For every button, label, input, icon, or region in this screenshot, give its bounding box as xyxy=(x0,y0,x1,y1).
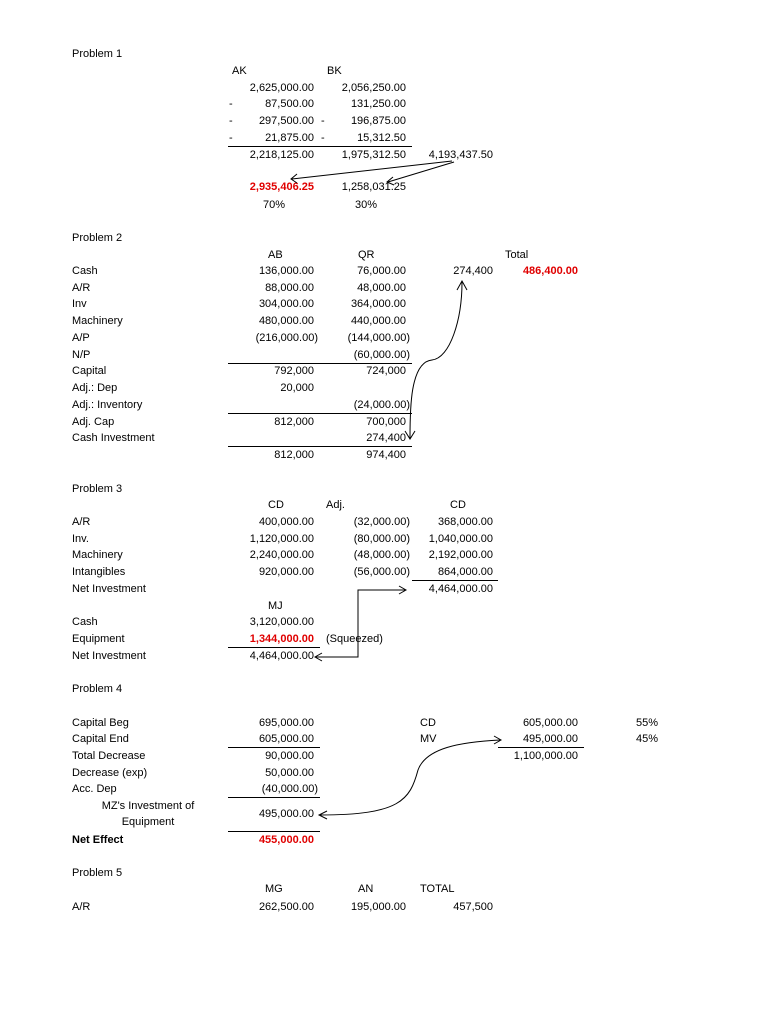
cd-adjusted-cell: 2,192,000.00 xyxy=(428,549,493,561)
qr-cell: (60,000.00) xyxy=(353,349,410,361)
adj-cell: (56,000.00) xyxy=(353,566,410,578)
row-label: Adj.: Dep xyxy=(72,382,118,394)
p4-value: (40,000.00) xyxy=(261,783,318,795)
cd-percentage: 55% xyxy=(635,717,658,729)
minus-sign: - xyxy=(229,115,233,127)
qr-cell: 364,000.00 xyxy=(350,298,406,310)
col-header-ak: AK xyxy=(232,65,247,77)
arrow-cash-investment xyxy=(410,282,462,438)
row-label: N/P xyxy=(72,349,91,361)
row-label: Decrease (exp) xyxy=(72,767,148,779)
cd-label: CD xyxy=(420,717,436,729)
cd-adjusted-cell: 864,000.00 xyxy=(437,566,493,578)
col-header-ab: AB xyxy=(268,249,283,261)
p4-value: 90,000.00 xyxy=(265,750,314,762)
col-header-an: AN xyxy=(358,883,374,895)
row-label: Capital Beg xyxy=(72,717,129,729)
p5-total: 457,500 xyxy=(453,901,493,913)
qr-cell: 48,000.00 xyxy=(357,282,406,294)
cd-value: 605,000.00 xyxy=(522,717,578,729)
col-header-cd-adjusted: CD xyxy=(450,499,466,511)
qr-cell: (144,000.00) xyxy=(347,332,410,344)
ab-cell: (216,000.00) xyxy=(255,332,318,344)
col-header-bk: BK xyxy=(327,65,342,77)
col-header-qr: QR xyxy=(358,249,375,261)
mg-value: 262,500.00 xyxy=(258,901,314,913)
adj-cell: (32,000.00) xyxy=(353,516,410,528)
cd-cell: 1,120,000.00 xyxy=(249,533,314,545)
p1-grand-total: 4,193,437.50 xyxy=(428,149,493,161)
row-label: Cash Investment xyxy=(72,432,155,444)
cd-cell: 920,000.00 xyxy=(258,566,314,578)
ab-total: 812,000 xyxy=(274,449,314,461)
mz-investment-value: 495,000.00 xyxy=(258,808,314,820)
cd-cell: 2,240,000.00 xyxy=(249,549,314,561)
row-label: Inv. xyxy=(72,533,89,545)
qr-cell: (24,000.00) xyxy=(353,399,410,411)
col-header-mj: MJ xyxy=(268,600,283,612)
problem-5-title: Problem 5 xyxy=(72,867,123,879)
row-label: Equipment xyxy=(72,633,125,645)
net-investment-cd: 4,464,000.00 xyxy=(428,583,493,595)
qr-cell: 724,000 xyxy=(366,365,406,377)
bk-cell: 131,250.00 xyxy=(350,98,406,110)
bk-cell: 2,056,250.00 xyxy=(341,82,406,94)
row-label: MZ's Investment of xyxy=(101,800,195,812)
row-label: Intangibles xyxy=(72,566,126,578)
row-label: Machinery xyxy=(72,549,123,561)
mv-value: 495,000.00 xyxy=(522,733,578,745)
ak-cell: 2,625,000.00 xyxy=(249,82,314,94)
ak-cell: 87,500.00 xyxy=(265,98,314,110)
ab-cell: 792,000 xyxy=(274,365,314,377)
mj-equipment: 1,344,000.00 xyxy=(249,633,314,645)
ak-percentage: 70% xyxy=(262,199,286,211)
cd-adjusted-cell: 1,040,000.00 xyxy=(428,533,493,545)
bk-cell: 196,875.00 xyxy=(350,115,406,127)
row-label: Equipment xyxy=(121,816,175,828)
an-value: 195,000.00 xyxy=(350,901,406,913)
p2-total-value: 486,400.00 xyxy=(522,265,578,277)
adj-cell: (48,000.00) xyxy=(353,549,410,561)
arrow-mz-investment xyxy=(320,740,500,815)
mv-label: MV xyxy=(420,733,437,745)
qr-total: 974,400 xyxy=(366,449,406,461)
row-label: Machinery xyxy=(72,315,123,327)
net-effect-value: 455,000.00 xyxy=(258,834,314,846)
mj-cash: 3,120,000.00 xyxy=(249,616,314,628)
col-header-mg: MG xyxy=(265,883,283,895)
mv-percentage: 45% xyxy=(635,733,658,745)
mj-net-investment: 4,464,000.00 xyxy=(249,650,314,662)
problem-2-title: Problem 2 xyxy=(72,232,123,244)
ab-cell: 480,000.00 xyxy=(258,315,314,327)
col-header-adj: Adj. xyxy=(326,499,345,511)
minus-sign: - xyxy=(321,115,325,127)
row-label: A/P xyxy=(72,332,90,344)
cd-cell: 400,000.00 xyxy=(258,516,314,528)
row-label: A/R xyxy=(72,282,91,294)
problem-4-title: Problem 4 xyxy=(72,683,123,695)
minus-sign: - xyxy=(229,98,233,110)
bk-percentage: 30% xyxy=(354,199,378,211)
minus-sign: - xyxy=(321,132,325,144)
col-header-cd: CD xyxy=(268,499,284,511)
bk-subtotal: 1,975,312.50 xyxy=(341,149,406,161)
row-label: Cash xyxy=(72,616,98,628)
row-label: Adj.: Inventory xyxy=(72,399,143,411)
ak-subtotal: 2,218,125.00 xyxy=(249,149,314,161)
adj-cell: (80,000.00) xyxy=(353,533,410,545)
minus-sign: - xyxy=(229,132,233,144)
ak-allocation: 2,935,406.25 xyxy=(249,181,314,193)
qr-cell: 440,000.00 xyxy=(350,315,406,327)
arrow-net-investment xyxy=(316,590,405,657)
row-label: A/R xyxy=(72,516,91,528)
row-label: Cash xyxy=(72,265,98,277)
bk-cell: 15,312.50 xyxy=(357,132,406,144)
p4-value: 695,000.00 xyxy=(258,717,314,729)
row-label: Capital End xyxy=(72,733,129,745)
col-header-total: TOTAL xyxy=(420,883,455,895)
cd-mv-sum: 1,100,000.00 xyxy=(513,750,578,762)
ab-cell: 20,000 xyxy=(280,382,314,394)
cd-adjusted-cell: 368,000.00 xyxy=(437,516,493,528)
ab-cell: 812,000 xyxy=(274,416,314,428)
bk-allocation: 1,258,031.25 xyxy=(341,181,406,193)
ak-cell: 21,875.00 xyxy=(265,132,314,144)
row-label: Inv xyxy=(72,298,87,310)
p4-value: 50,000.00 xyxy=(265,767,314,779)
row-label: Total Decrease xyxy=(72,750,146,762)
row-label: Capital xyxy=(72,365,107,377)
ak-cell: 297,500.00 xyxy=(258,115,314,127)
problem-3-title: Problem 3 xyxy=(72,483,123,495)
col-header-total: Total xyxy=(505,249,529,261)
qr-cell: 700,000 xyxy=(366,416,406,428)
row-label: Acc. Dep xyxy=(72,783,117,795)
ab-cell: 136,000.00 xyxy=(258,265,314,277)
row-label: Net Investment xyxy=(72,650,146,662)
row-label: Adj. Cap xyxy=(72,416,115,428)
ab-cell: 304,000.00 xyxy=(258,298,314,310)
problem-1-title: Problem 1 xyxy=(72,48,123,60)
row-label: Net Investment xyxy=(72,583,146,595)
p4-value: 605,000.00 xyxy=(258,733,314,745)
squeezed-note: (Squeezed) xyxy=(326,633,383,645)
arrow-to-bk-allocation xyxy=(388,162,454,182)
qr-cash-investment: 274,400 xyxy=(366,432,406,444)
row-label-net-effect: Net Effect xyxy=(72,834,124,846)
ab-cell: 88,000.00 xyxy=(265,282,314,294)
row-label: A/R xyxy=(72,901,91,913)
qr-cell: 76,000.00 xyxy=(357,265,406,277)
cash-total: 274,400 xyxy=(453,265,493,277)
